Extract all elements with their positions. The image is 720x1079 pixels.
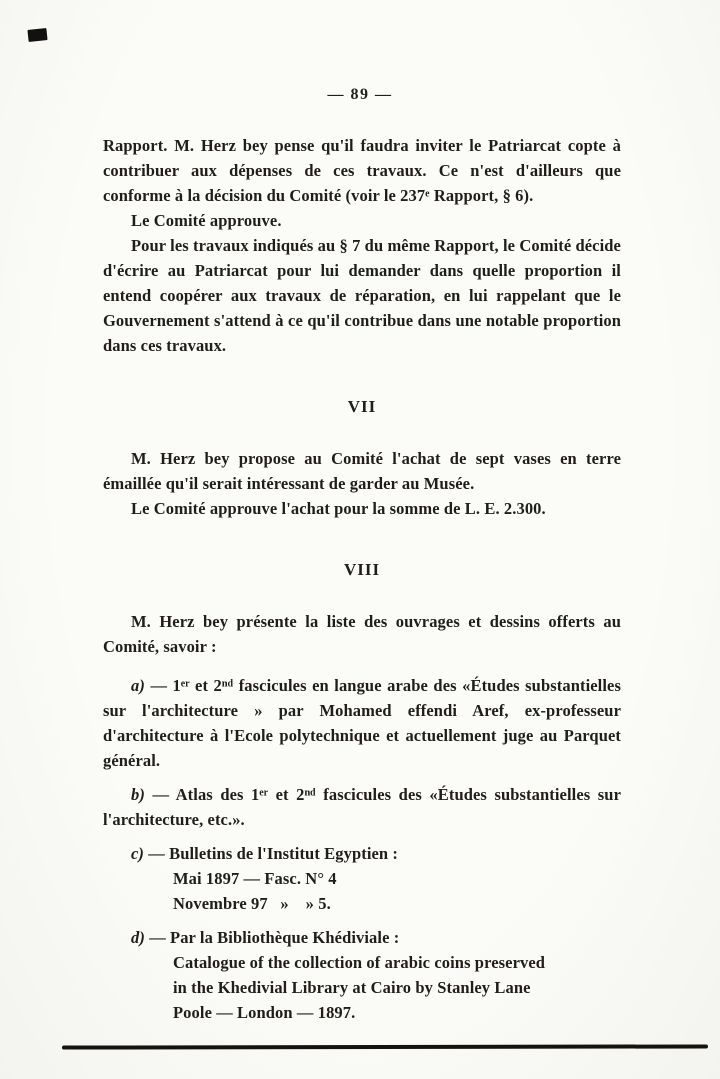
item-c-subline-2: Novembre 97 » » 5. bbox=[173, 894, 331, 913]
item-d-subline-3: Poole — London — 1897. bbox=[173, 1003, 356, 1022]
paragraph-rapport-patriarcat: Rapport. M. Herz bey pense qu'il faudra inviter le Patriarcat copte à contribuer aux dépenses de ces travaux. Ce n'est d'ailleurs que conforme à la décision du Comité (voir le 237ᵉ Rapport, § 6). bbox=[103, 136, 621, 205]
item-label-c: c) bbox=[131, 844, 145, 863]
item-c-subline-1: Mai 1897 — Fasc. N° 4 bbox=[173, 869, 337, 888]
scan-artifact-top-left bbox=[27, 28, 47, 42]
item-label-a: a) bbox=[131, 676, 145, 695]
item-text-a: — 1ᵉʳ et 2ⁿᵈ fascicules en langue arabe des «Études substantielles sur l'architecture » par Mohamed effendi Aref, ex-professeur d'architecture à l'Ecole polytechnique et actuellement juge au Parquet général. bbox=[103, 676, 621, 770]
paragraph-vases-terre: M. Herz bey propose au Comité l'achat de sept vases en terre émaillée qu'il serait intéressant de garder au Musée. bbox=[103, 449, 621, 493]
item-d-subline-2: in the Khedivial Library at Cairo by Stanley Lane bbox=[173, 978, 531, 997]
page-content bbox=[103, 133, 621, 1025]
paragraph-travaux-reparation: Pour les travaux indiqués au § 7 du même Rapport, le Comité décide d'écrire au Patriarcat pour lui demander dans quelle proportion il entend coopérer aux travaux de réparation, en lui rappelant que le Gouvernement s'attend à ce qu'il contribue dans une notable proportion dans ces travaux. bbox=[103, 236, 621, 355]
list-item-a bbox=[103, 673, 621, 773]
item-label-b: b) bbox=[131, 785, 145, 804]
section-heading-viii: VIII bbox=[343, 560, 381, 579]
item-d-subline-1: Catalogue of the collection of arabic coins preserved bbox=[173, 953, 546, 972]
list-item-c-head bbox=[103, 841, 621, 866]
item-text-b: — Atlas des 1ᵉʳ et 2ⁿᵈ fascicules des «Études substantielles sur l'architecture, etc.». bbox=[103, 785, 621, 829]
page-number: — 89 — bbox=[327, 86, 393, 103]
paragraph-liste-ouvrages: M. Herz bey présente la liste des ouvrages et dessins offerts au Comité, savoir : bbox=[103, 612, 621, 656]
list-item-c bbox=[103, 841, 621, 916]
list-item-d bbox=[103, 925, 621, 1025]
list-item-d-head bbox=[103, 925, 621, 950]
paragraph-comite-approuve: Le Comité approuve. bbox=[131, 211, 282, 230]
item-text-c: — Bulletins de l'Institut Egyptien : bbox=[148, 844, 399, 863]
scan-artifact-bottom-line bbox=[62, 1044, 708, 1049]
section-heading-vii: VII bbox=[347, 397, 377, 416]
item-text-d: — Par la Bibliothèque Khédiviale : bbox=[149, 928, 400, 947]
item-label-d: d) bbox=[131, 928, 145, 947]
list-item-b bbox=[103, 782, 621, 832]
paragraph-approuve-achat: Le Comité approuve l'achat pour la somme de L. E. 2.300. bbox=[131, 499, 546, 518]
